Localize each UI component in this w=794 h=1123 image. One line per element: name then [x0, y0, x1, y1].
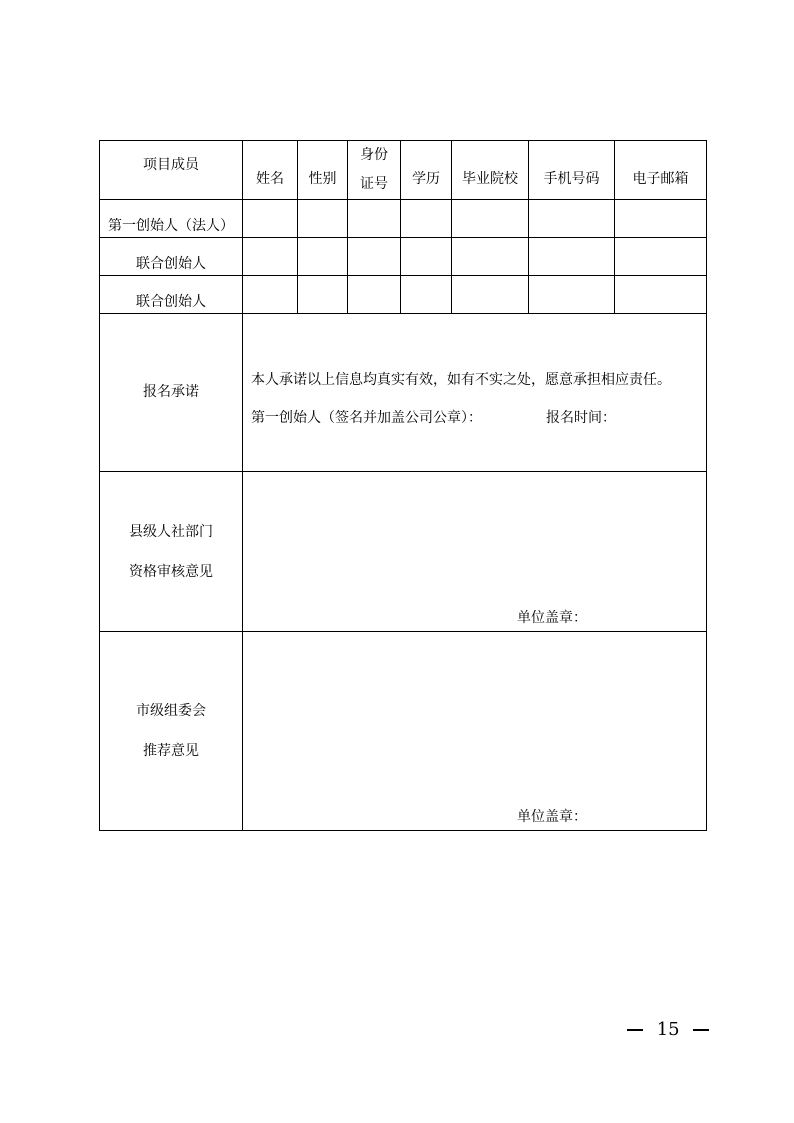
cell-empty[interactable]: [243, 200, 298, 238]
table-row: [100, 238, 707, 276]
cell-empty[interactable]: [348, 276, 401, 314]
cell-empty[interactable]: [243, 276, 298, 314]
promise-signature-line: [251, 410, 616, 427]
cell-empty[interactable]: [452, 238, 529, 276]
cell-empty[interactable]: [615, 276, 707, 314]
city-label: [100, 632, 243, 831]
cell-empty[interactable]: [401, 200, 452, 238]
header-email: 电子邮箱: [615, 141, 707, 200]
header-id-number: [348, 141, 401, 200]
page-number: [627, 1019, 709, 1040]
cell-empty[interactable]: [529, 238, 615, 276]
page-number-value: 15: [656, 1019, 680, 1040]
header-row: [100, 141, 707, 200]
county-row: [100, 472, 707, 632]
promise-time: 报名时间：: [546, 410, 616, 426]
header-id-line2: 证号: [360, 176, 388, 192]
cell-empty[interactable]: [615, 238, 707, 276]
row-label-co-founder: 联合创始人: [100, 238, 243, 276]
cell-empty[interactable]: [348, 200, 401, 238]
cell-empty[interactable]: [401, 238, 452, 276]
city-seal: 单位盖章：: [517, 809, 587, 826]
cell-empty[interactable]: [243, 238, 298, 276]
table-row: [100, 200, 707, 238]
promise-content: [243, 314, 707, 472]
header-member: 项目成员: [100, 141, 243, 200]
cell-empty[interactable]: [452, 276, 529, 314]
promise-row: [100, 314, 707, 472]
registration-form-table: [99, 140, 707, 831]
cell-empty[interactable]: [298, 276, 348, 314]
city-row: [100, 632, 707, 831]
cell-empty[interactable]: [401, 276, 452, 314]
header-gender: 性别: [298, 141, 348, 200]
cell-empty[interactable]: [529, 276, 615, 314]
dash-left: [627, 1029, 643, 1031]
dash-right: [693, 1029, 709, 1031]
cell-empty[interactable]: [298, 200, 348, 238]
promise-signature: 第一创始人（签名并加盖公司公章）：: [251, 410, 482, 426]
cell-empty[interactable]: [298, 238, 348, 276]
county-label: [100, 472, 243, 632]
county-opinion-cell[interactable]: [243, 472, 707, 632]
header-school: 毕业院校: [452, 141, 529, 200]
table-row: [100, 276, 707, 314]
cell-empty[interactable]: [452, 200, 529, 238]
row-label-first-founder: 第一创始人（法人）: [100, 200, 243, 238]
header-education: 学历: [401, 141, 452, 200]
county-seal: 单位盖章：: [517, 610, 587, 627]
header-id-line1: 身份: [360, 147, 388, 163]
promise-text: 本人承诺以上信息均真实有效，如有不实之处，愿意承担相应责任。: [251, 372, 671, 388]
county-label-line1: 县级人社部门: [129, 523, 213, 540]
city-opinion-cell[interactable]: [243, 632, 707, 831]
county-label-line2: 资格审核意见: [129, 563, 213, 580]
cell-empty[interactable]: [529, 200, 615, 238]
city-label-line2: 推荐意见: [143, 743, 199, 759]
cell-empty[interactable]: [615, 200, 707, 238]
header-name: 姓名: [243, 141, 298, 200]
header-phone: 手机号码: [529, 141, 615, 200]
city-label-line1: 市级组委会: [136, 703, 206, 719]
row-label-co-founder: 联合创始人: [100, 276, 243, 314]
cell-empty[interactable]: [348, 238, 401, 276]
promise-label: 报名承诺: [100, 314, 243, 472]
